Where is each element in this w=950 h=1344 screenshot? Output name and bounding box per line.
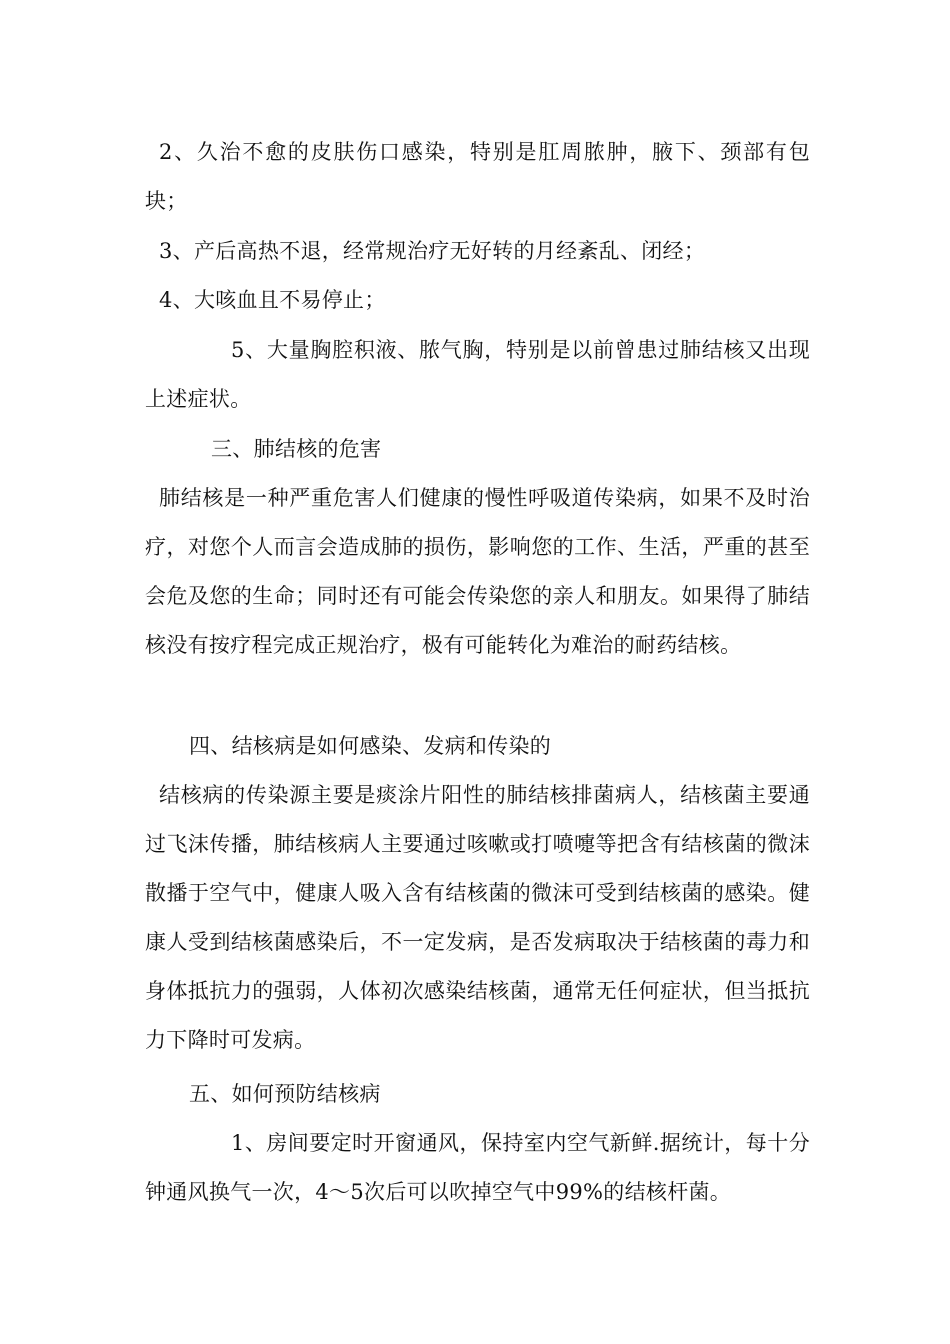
list-item-2: 2、久治不愈的皮肤伤口感染，特别是肛周脓肿，腋下、颈部有包块； [145, 140, 810, 213]
prevention-item-1: 1、房间要定时开窗通风，保持室内空气新鲜.据统计，每十分钟通风换气一次，4～5次后可以吹掉空气中99%的结核杆菌。 [145, 1131, 810, 1204]
section-heading-5: 五、如何预防结核病 [189, 1082, 381, 1106]
section-heading-4: 四、结核病是如何感染、发病和传染的 [189, 734, 552, 758]
section-heading-3: 三、肺结核的危害 [211, 437, 382, 461]
list-item-3: 3、产后高热不退，经常规治疗无好转的月经紊乱、闭经； [159, 239, 706, 263]
list-item-5: 5、大量胸腔积液、脓气胸，特别是以前曾患过肺结核又出现上述症状。 [145, 338, 810, 411]
list-item-4: 4、大咳血且不易停止； [159, 288, 386, 312]
body-paragraph-transmission: 结核病的传染源主要是痰涂片阳性的肺结核排菌病人，结核菌主要通过飞沫传播，肺结核病人主要通过咳嗽或打喷嚏等把含有结核菌的微沫散播于空气中，健康人吸入含有结核菌的微沫可受到结核菌的感染。健康人受到结核菌感染后，不一定发病，是否发病取决于结核菌的毒力和身体抵抗力的强弱，人体初次感染结核菌，通常无任何症状，但当抵抗力下降时可发病。 [145, 783, 810, 1052]
body-paragraph-harm: 肺结核是一种严重危害人们健康的慢性呼吸道传染病，如果不及时治疗，对您个人而言会造成肺的损伤，影响您的工作、生活，严重的甚至会危及您的生命；同时还有可能会传染您的亲人和朋友。如果得了肺结核没有按疗程完成正规治疗，极有可能转化为难治的耐药结核。 [145, 486, 810, 657]
